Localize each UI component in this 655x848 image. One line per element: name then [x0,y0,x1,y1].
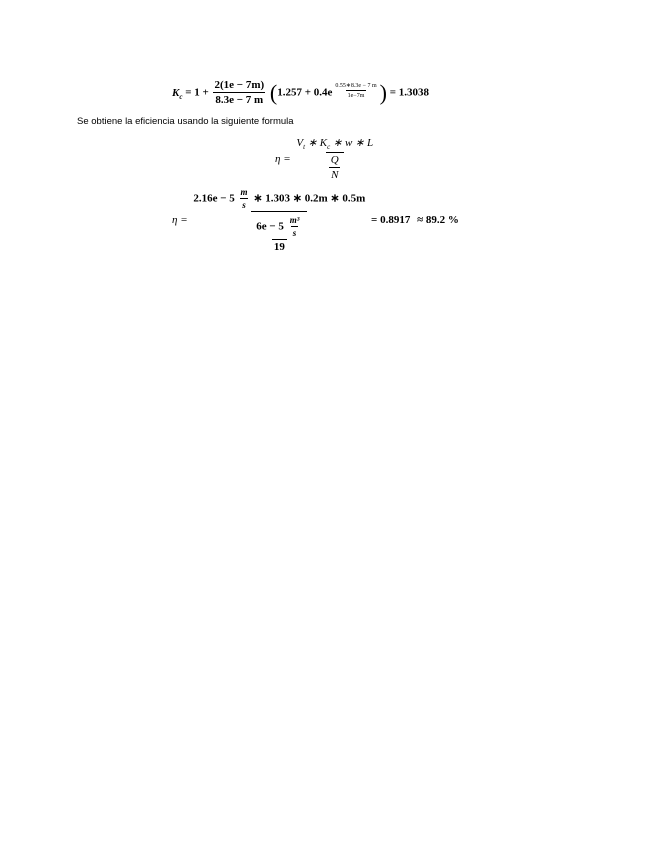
eta-calc-approx: ≈ 89.2 % [417,214,459,227]
kc-exponent-denominator: 1e−7m [346,90,367,99]
eta-formula-lhs: η = [275,153,291,166]
eta-calc-lhs: η = [172,214,188,227]
eta-calc-denominator [251,211,307,253]
eta-calculation [172,188,459,253]
eta-formula-q: Q [330,154,339,167]
eta-formula-q-over-n [329,155,341,181]
kc-exponent [333,83,378,99]
eta-calc-n-value: 19 [273,241,285,253]
eta-calc-numerator: 2.16e − 5 $\frac{m}{s}$ ∗ 1.303 ∗ 0.2m ∗ 0.5m [193,187,366,210]
eta-calc-q-over-n [254,216,304,253]
eta-formula-denominator [326,152,344,181]
eta-formula-fraction [294,138,375,181]
kc-fraction-numerator: 2(1e − 7m) [214,79,265,91]
eta-formula-n: N [331,169,339,182]
kc-equals-one-plus: = 1 + [185,86,209,99]
kc-paren-open: ( [269,80,278,105]
kc-paren-close: ) [379,80,387,105]
kc-inner-expression: 1.257 + 0.4e [277,86,333,99]
kc-equation [172,80,429,106]
eta-formula-numerator: $V_t$ ∗ $K_c$ ∗ w ∗ L [296,137,374,152]
kc-exponent-numerator: 0.55∗8.3e − 7 m [335,82,377,89]
eta-calc-velocity-unit: $\frac{m}{s}$ [240,187,248,210]
eta-calc-fraction [191,188,367,253]
eta-calc-result: = 0.8917 [371,214,411,227]
kc-fraction [213,80,267,106]
eta-calc-flow: 6e − 5 $\frac{\text{m³}}{s}$ [256,215,300,238]
eta-formula [275,138,376,181]
kc-symbol: $K_c$ [172,86,183,101]
kc-fraction-denominator: 8.3e − 7 m [215,94,264,106]
kc-result: = 1.3038 [389,86,429,99]
eta-calc-flow-unit: $\frac{\text{m³}}{s}$ [289,215,300,238]
prose-text: Se obtiene la eficiencia usando la siguiente formula [77,116,294,127]
